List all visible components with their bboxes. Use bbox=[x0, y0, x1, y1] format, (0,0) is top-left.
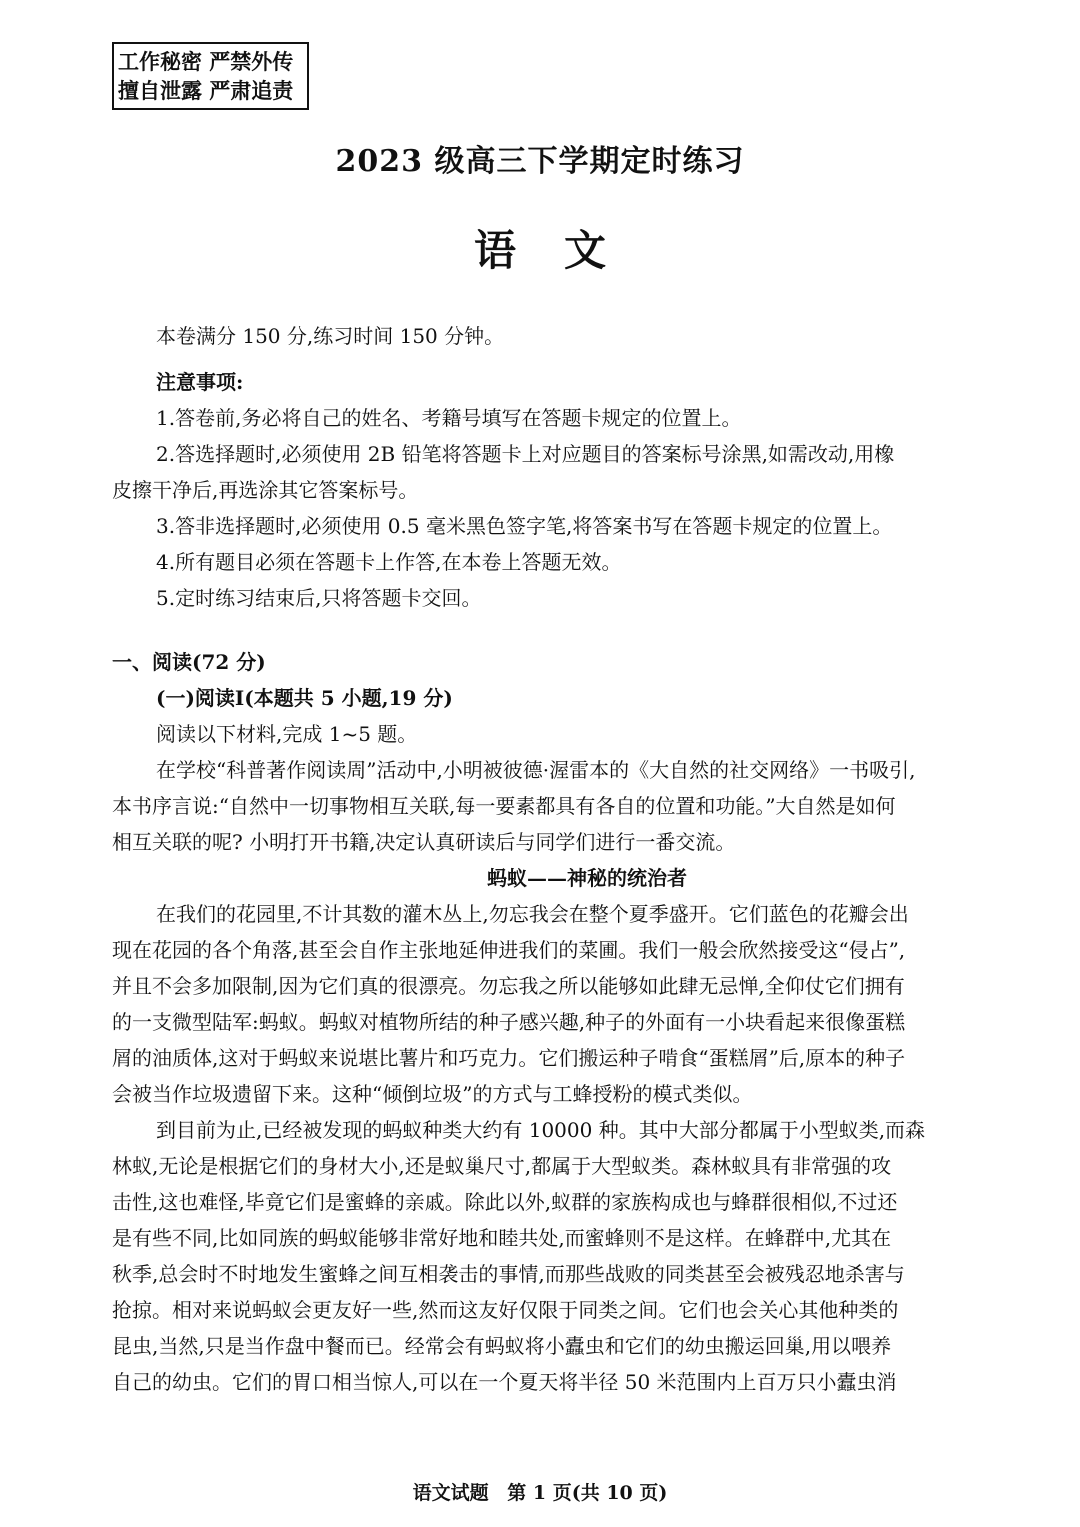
context-line: 本书序言说:“自然中一切事物相互关联,每一要素都具有各自的位置和功能。”大自然是如何 bbox=[112, 794, 896, 818]
paragraph-line: 会被当作垃圾遗留下来。这种“倾倒垃圾”的方式与工蜂授粉的模式类似。 bbox=[112, 1082, 753, 1106]
stamp-line-1: 工作秘密 严禁外传 bbox=[118, 49, 294, 74]
paragraph-line: 并且不会多加限制,因为它们真的很漂亮。勿忘我之所以能够如此肆无忌惮,全仰仗它们拥有 bbox=[112, 974, 905, 998]
notice-heading: 注意事项: bbox=[156, 370, 244, 394]
paragraph-line: 自己的幼虫。它们的胃口相当惊人,可以在一个夏天将半径 50 米范围内上百万只小蠹虫消 bbox=[112, 1370, 897, 1394]
paragraph-line: 到目前为止,已经被发现的蚂蚁种类大约有 10000 种。其中大部分都属于小型蚁类,而森 bbox=[156, 1118, 926, 1142]
page-footer bbox=[0, 1478, 1080, 1505]
paragraph-line: 是有些不同,比如同族的蚂蚁能够非常好地和睦共处,而蜜蜂则不是这样。在蜂群中,尤其在 bbox=[112, 1226, 892, 1250]
page-content bbox=[112, 318, 1022, 1400]
footer-subject: 语文试题 bbox=[412, 1482, 489, 1504]
notice-item-continued: 皮擦干净后,再选涂其它答案标号。 bbox=[112, 478, 419, 502]
reading-instruction: 阅读以下材料,完成 1~5 题。 bbox=[156, 722, 418, 746]
article-title: 蚂蚁——神秘的统治者 bbox=[487, 866, 687, 890]
paragraph-line: 林蚁,无论是根据它们的身材大小,还是蚁巢尺寸,都属于大型蚁类。森林蚁具有非常强的攻 bbox=[112, 1154, 892, 1178]
stamp-line-2: 擅自泄露 严肃追责 bbox=[118, 78, 294, 103]
section-heading: 一、阅读(72 分) bbox=[112, 650, 266, 674]
notice-item: 5.定时练习结束后,只将答题卡交回。 bbox=[156, 586, 482, 610]
paragraph-line: 在我们的花园里,不计其数的灌木丛上,勿忘我会在整个夏季盛开。它们蓝色的花瓣会出 bbox=[156, 902, 909, 926]
paragraph-line: 秋季,总会时不时地发生蜜蜂之间互相袭击的事情,而那些战败的同类甚至会被残忍地杀害与 bbox=[112, 1262, 905, 1286]
notice-item: 3.答非选择题时,必须使用 0.5 毫米黑色签字笔,将答案书写在答题卡规定的位置上。 bbox=[156, 514, 893, 538]
paragraph-line: 抢掠。相对来说蚂蚁会更友好一些,然而这友好仅限于同类之间。它们也会关心其他种类的 bbox=[112, 1298, 899, 1322]
context-line: 在学校“科普著作阅读周”活动中,小明被彼德·渥雷本的《大自然的社交网络》一书吸引, bbox=[156, 758, 916, 782]
context-line: 相互关联的呢? 小明打开书籍,决定认真研读后与同学们进行一番交流。 bbox=[112, 830, 736, 854]
notice-item: 4.所有题目必须在答题卡上作答,在本卷上答题无效。 bbox=[156, 550, 622, 574]
paragraph-line: 的一支微型陆军:蚂蚁。蚂蚁对植物所结的种子感兴趣,种子的外面有一小块看起来很像蛋糕 bbox=[112, 1010, 906, 1034]
subsection-heading: (一)阅读Ⅰ(本题共 5 小题,19 分) bbox=[156, 686, 453, 710]
confidential-stamp bbox=[112, 42, 309, 110]
paragraph-line: 现在花园的各个角落,甚至会自作主张地延伸进我们的菜圃。我们一般会欣然接受这“侵占”, bbox=[112, 938, 906, 962]
paragraph-line: 昆虫,当然,只是当作盘中餐而已。经常会有蚂蚁将小蠹虫和它们的幼虫搬运回巢,用以喂养 bbox=[112, 1334, 892, 1358]
exam-title: 2023 级高三下学期定时练习 bbox=[335, 144, 745, 179]
paragraph-line: 屑的油质体,这对于蚂蚁来说堪比薯片和巧克力。它们搬运种子啃食“蛋糕屑”后,原本的种子 bbox=[112, 1046, 906, 1070]
notice-item: 1.答卷前,务必将自己的姓名、考籍号填写在答题卡规定的位置上。 bbox=[156, 406, 742, 430]
paragraph-line: 击性,这也难怪,毕竟它们是蜜蜂的亲戚。除此以外,蚁群的家族构成也与蜂群很相似,不过还 bbox=[112, 1190, 898, 1214]
score-line: 本卷满分 150 分,练习时间 150 分钟。 bbox=[156, 324, 505, 348]
subject-title: 语文 bbox=[473, 226, 654, 275]
notice-item: 2.答选择题时,必须使用 2B 铅笔将答题卡上对应题目的答案标号涂黑,如需改动,用橡 bbox=[156, 442, 895, 466]
footer-page-number: 第 1 页(共 10 页) bbox=[507, 1482, 668, 1504]
